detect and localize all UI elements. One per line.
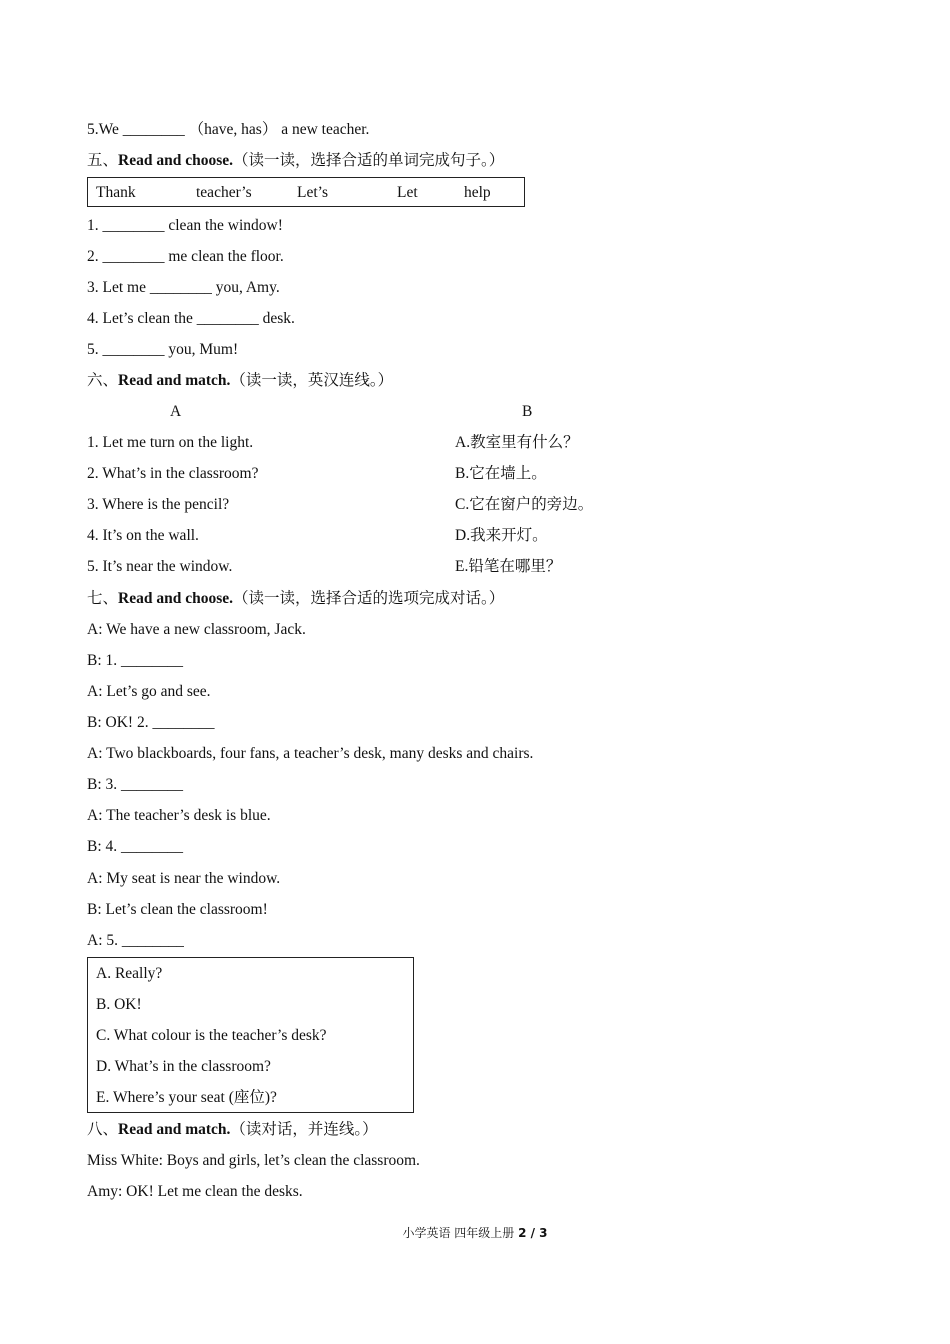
footer-label: 小学英语 四年级上册 — [402, 1226, 519, 1240]
dialogue-line: B: 4. ________ — [87, 838, 184, 855]
section5-item: 4. Let’s clean the ________ desk. — [87, 310, 295, 327]
section5-item: 3. Let me ________ you, Amy. — [87, 279, 280, 296]
match-left-item: 4. It’s on the wall. — [87, 527, 199, 544]
section5-item: 2. ________ me clean the floor. — [87, 248, 284, 265]
match-right-item: E.铅笔在哪里？ — [455, 558, 562, 575]
option-item: D. What’s in the classroom? — [96, 1058, 271, 1075]
section8-heading: 八、Read and match.（读对话，并连线。） — [87, 1121, 378, 1138]
section5-item: 1. ________ clean the window! — [87, 217, 283, 234]
match-left-item: 2. What’s in the classroom? — [87, 465, 259, 482]
match-right-item: C.它在窗户的旁边。 — [455, 496, 594, 513]
word-bank-word: Let — [397, 184, 418, 201]
dialogue-line: B: OK! 2. ________ — [87, 714, 215, 731]
dialogue-line: B: 1. ________ — [87, 652, 184, 669]
word-bank-word: help — [464, 184, 491, 201]
section7-heading: 七、Read and choose.（读一读，选择合适的选项完成对话。） — [87, 590, 505, 607]
match-right-item: B.它在墙上。 — [455, 465, 547, 482]
section8-dialogue-line: Miss White: Boys and girls, let’s clean the classroom. — [87, 1152, 420, 1169]
section5-heading: 五、Read and choose.（读一读，选择合适的单词完成句子。） — [87, 152, 505, 169]
option-item: B. OK! — [96, 996, 142, 1013]
column-a-heading: A — [170, 403, 182, 420]
column-b-heading: B — [522, 403, 533, 420]
section6-heading: 六、Read and match.（读一读，英汉连线。） — [87, 372, 394, 389]
dialogue-line: B: Let’s clean the classroom! — [87, 901, 268, 918]
word-bank-word: teacher’s — [196, 184, 252, 201]
word-bank-word: Let’s — [297, 184, 328, 201]
page-number: 2 / 3 — [518, 1226, 548, 1240]
section5-item: 5. ________ you, Mum! — [87, 341, 239, 358]
match-right-item: A.教室里有什么？ — [455, 434, 579, 451]
option-item: A. Really? — [96, 965, 163, 982]
word-bank-box — [87, 177, 525, 207]
dialogue-line: A: Two blackboards, four fans, a teacher’s desk, many desks and chairs. — [87, 745, 534, 762]
option-item: C. What colour is the teacher’s desk? — [96, 1027, 327, 1044]
match-left-item: 1. Let me turn on the light. — [87, 434, 254, 451]
match-left-item: 3. Where is the pencil? — [87, 496, 230, 513]
section8-dialogue-line: Amy: OK! Let me clean the desks. — [87, 1183, 303, 1200]
match-right-item: D.我来开灯。 — [455, 527, 548, 544]
dialogue-line: B: 3. ________ — [87, 776, 184, 793]
options-box — [87, 957, 414, 1113]
word-bank-word: Thank — [96, 184, 136, 201]
dialogue-line: A: We have a new classroom, Jack. — [87, 621, 306, 638]
match-left-item: 5. It’s near the window. — [87, 558, 233, 575]
section4-item-5: 5.We ________ （have, has） a new teacher. — [87, 121, 370, 138]
dialogue-line: A: The teacher’s desk is blue. — [87, 807, 271, 824]
option-item: E. Where’s your seat (座位)? — [96, 1089, 277, 1106]
dialogue-line: A: My seat is near the window. — [87, 870, 281, 887]
page-footer — [0, 1224, 950, 1242]
dialogue-line: A: 5. ________ — [87, 932, 184, 949]
dialogue-line: A: Let’s go and see. — [87, 683, 211, 700]
